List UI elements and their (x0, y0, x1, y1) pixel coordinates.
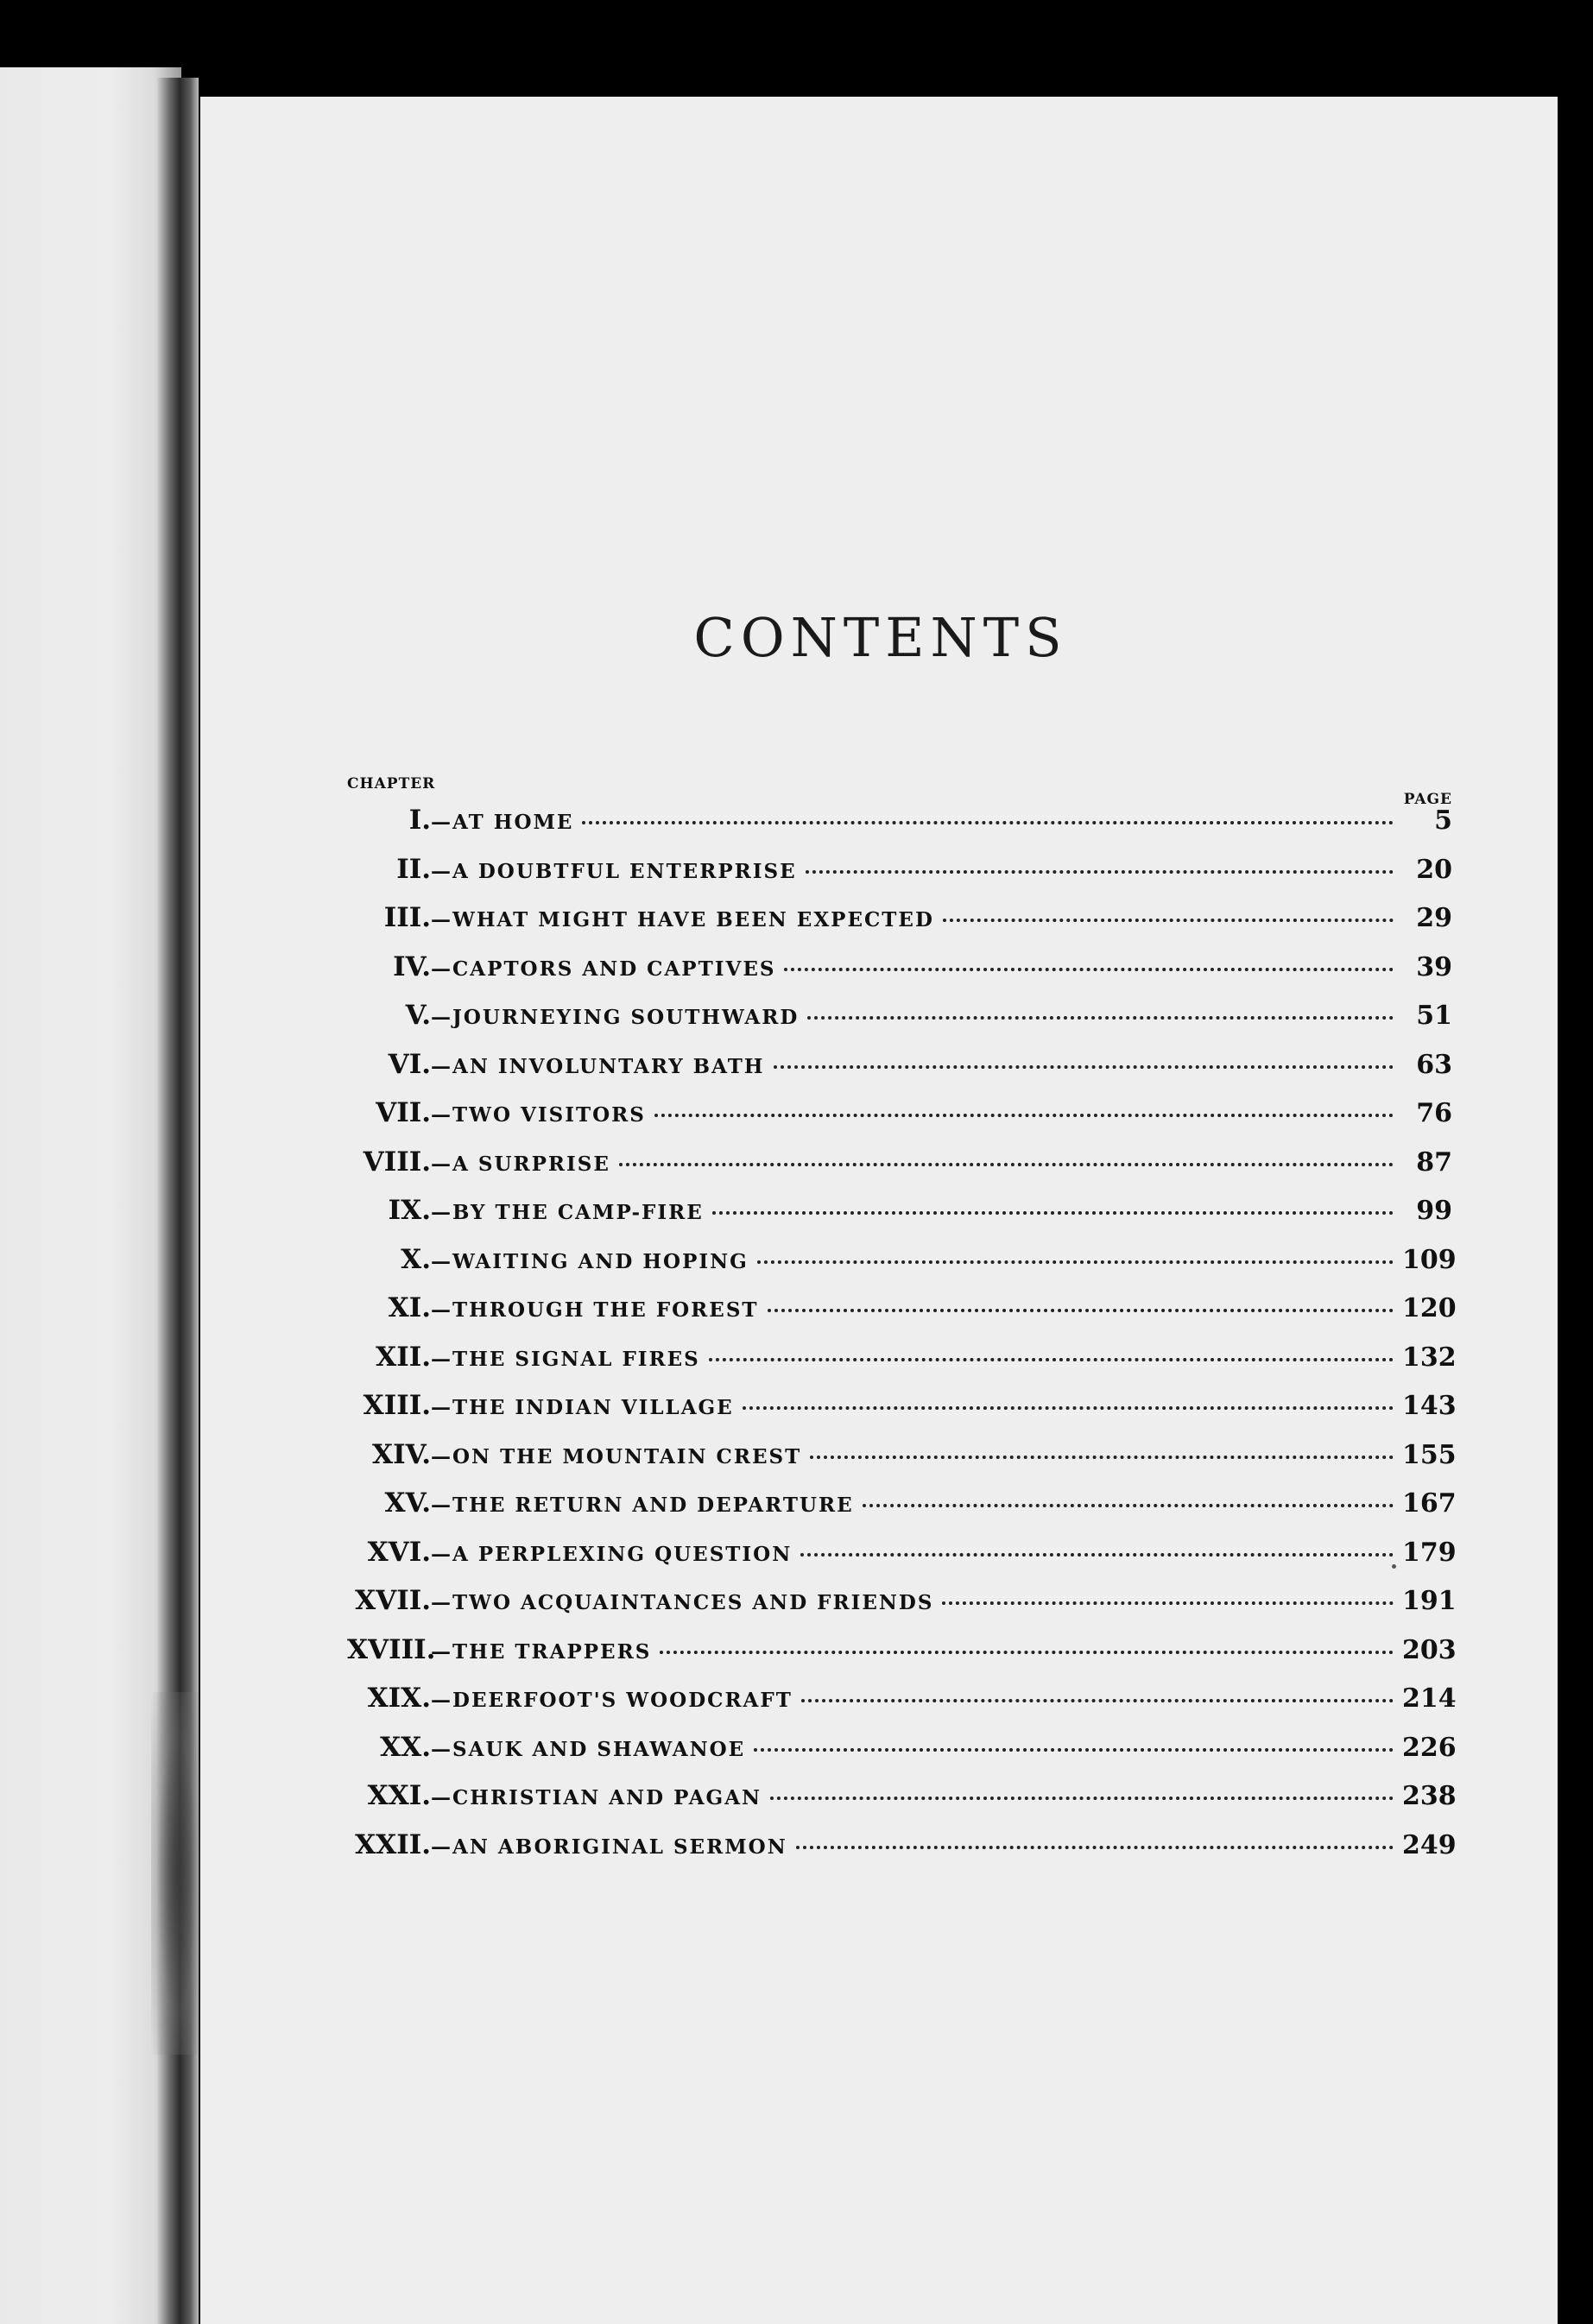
table-of-contents (347, 770, 1457, 1878)
toc-entry (347, 1097, 1452, 1146)
page-number: 226 (1402, 1732, 1457, 1763)
chapter-title: —CHRISTIAN AND PAGAN (431, 1786, 762, 1809)
chapter-number: XXI. (367, 1780, 431, 1811)
page-number: 249 (1402, 1829, 1457, 1860)
page-number: 5 (1434, 805, 1452, 836)
page-number: 120 (1402, 1293, 1457, 1323)
chapter-title: —JOURNEYING SOUTHWARD (431, 1006, 800, 1029)
column-headers (347, 770, 1452, 808)
chapter-title: —ON THE MOUNTAIN CREST (431, 1444, 802, 1468)
dot-leader (810, 1456, 1394, 1459)
page-number: 203 (1402, 1634, 1457, 1665)
chapter-number: IX. (388, 1195, 431, 1226)
toc-entry (347, 1438, 1457, 1488)
chapter-title: —DEERFOOT'S WOODCRAFT (431, 1689, 793, 1712)
toc-entry (347, 1243, 1457, 1293)
dot-leader (709, 1358, 1394, 1361)
chapter-number: VIII. (363, 1146, 431, 1178)
dot-leader (619, 1163, 1394, 1166)
chapter-title: —THROUGH THE FOREST (431, 1298, 759, 1322)
page-title: CONTENTS (693, 606, 1068, 669)
chapter-number: XI. (388, 1292, 431, 1323)
toc-entry (347, 1633, 1457, 1683)
chapter-number: XXII. (355, 1828, 431, 1860)
toc-entry (347, 1828, 1457, 1879)
chapter-title: —TWO ACQUAINTANCES AND FRIENDS (431, 1591, 934, 1614)
chapter-title: —WHAT MIGHT HAVE BEEN EXPECTED (431, 908, 934, 931)
chapter-title: —AN ABORIGINAL SERMON (431, 1835, 787, 1859)
dust-speck (1392, 1564, 1396, 1569)
chapter-number: V. (405, 1000, 431, 1031)
toc-entry (347, 1536, 1457, 1586)
page-number: 87 (1416, 1146, 1452, 1178)
toc-entry (347, 1049, 1452, 1098)
chapter-number: III. (383, 902, 431, 933)
page-number: 214 (1402, 1683, 1457, 1714)
dot-leader (774, 1065, 1394, 1069)
page-number: 39 (1416, 951, 1452, 982)
chapter-title: —A SURPRISE (431, 1152, 610, 1176)
page-number: 143 (1402, 1391, 1457, 1421)
dot-leader (743, 1406, 1394, 1410)
toc-entry (347, 1000, 1452, 1049)
dot-leader (796, 1846, 1394, 1849)
contents-page (200, 97, 1558, 2324)
toc-entry (347, 1292, 1457, 1342)
dot-leader (768, 1309, 1394, 1312)
chapter-title: —THE RETURN AND DEPARTURE (431, 1494, 854, 1517)
page-number: 238 (1402, 1781, 1457, 1811)
page-number: 63 (1416, 1049, 1452, 1080)
chapter-number: XII. (376, 1341, 431, 1373)
dot-leader (943, 919, 1394, 922)
dot-leader (770, 1797, 1394, 1800)
dot-leader (942, 1601, 1394, 1605)
chapter-number: XX. (380, 1731, 431, 1763)
chapter-number: VII. (376, 1097, 431, 1128)
page-number: 155 (1402, 1439, 1457, 1470)
chapter-number: IV. (393, 950, 431, 982)
page-number: 132 (1402, 1342, 1457, 1373)
dot-leader (801, 1699, 1394, 1702)
chapter-number: VI. (388, 1048, 431, 1080)
toc-entry (347, 1780, 1457, 1829)
toc-entry (347, 854, 1452, 903)
chapter-title: —BY THE CAMP-FIRE (431, 1201, 704, 1224)
toc-entry (347, 1585, 1457, 1634)
toc-entry (347, 1731, 1457, 1781)
chapter-title: —SAUK AND SHAWANOE (431, 1737, 746, 1761)
dot-leader (712, 1211, 1394, 1215)
chapter-title: —THE TRAPPERS (431, 1639, 652, 1664)
dot-leader (807, 1016, 1394, 1020)
chapter-number: XVI. (367, 1536, 431, 1568)
toc-entry (347, 1146, 1452, 1196)
chapter-title: —A DOUBTFUL ENTERPRISE (431, 859, 797, 883)
page-number: 179 (1402, 1537, 1457, 1568)
toc-entry (347, 1341, 1457, 1391)
toc-entry (347, 1390, 1457, 1439)
chapter-title: —A PERPLEXING QUESTION (431, 1542, 793, 1566)
chapter-title: —AT HOME (431, 811, 574, 834)
page-number: 29 (1416, 903, 1452, 933)
dot-leader (582, 821, 1394, 824)
chapter-title: —CAPTORS AND CAPTIVES (431, 957, 776, 981)
toc-list (347, 805, 1457, 1878)
chapter-number: XIII. (363, 1390, 431, 1421)
dot-leader (754, 1748, 1394, 1752)
page-column-header: PAGE (1403, 791, 1452, 808)
chapter-number: XIX. (367, 1683, 431, 1714)
page-number: 76 (1416, 1098, 1452, 1128)
dot-leader (757, 1260, 1394, 1264)
chapter-title: —THE INDIAN VILLAGE (431, 1396, 734, 1419)
page-number: 109 (1402, 1244, 1457, 1275)
dot-leader (654, 1114, 1394, 1117)
chapter-title: —THE SIGNAL FIRES (431, 1347, 700, 1371)
dot-leader (806, 870, 1394, 874)
chapter-column-header: CHAPTER (347, 775, 436, 793)
page-number: 20 (1416, 854, 1452, 885)
toc-entry (347, 1195, 1452, 1244)
dot-leader (800, 1553, 1394, 1557)
toc-entry (347, 1683, 1457, 1732)
toc-entry (347, 951, 1452, 1001)
toc-entry (347, 805, 1452, 854)
dot-leader (863, 1504, 1394, 1507)
chapter-number: XVIII. (347, 1633, 436, 1665)
page-number: 51 (1416, 1001, 1452, 1031)
toc-entry (347, 1487, 1457, 1537)
page-number: 99 (1416, 1196, 1452, 1226)
chapter-title: —TWO VISITORS (431, 1103, 646, 1127)
chapter-number: X. (401, 1243, 431, 1275)
dot-leader (784, 968, 1394, 971)
dot-leader (660, 1651, 1394, 1654)
page-number: 191 (1402, 1586, 1457, 1616)
chapter-number: XV. (384, 1487, 431, 1519)
chapter-title: —AN INVOLUNTARY BATH (431, 1054, 765, 1078)
chapter-number: XVII. (355, 1585, 431, 1616)
chapter-number: I. (408, 805, 431, 836)
page-number: 167 (1402, 1488, 1457, 1519)
chapter-number: XIV. (372, 1438, 431, 1470)
chapter-title: —WAITING AND HOPING (431, 1249, 749, 1273)
toc-entry (347, 902, 1452, 951)
gutter-smudge (151, 1692, 203, 2055)
chapter-number: II. (396, 853, 431, 885)
